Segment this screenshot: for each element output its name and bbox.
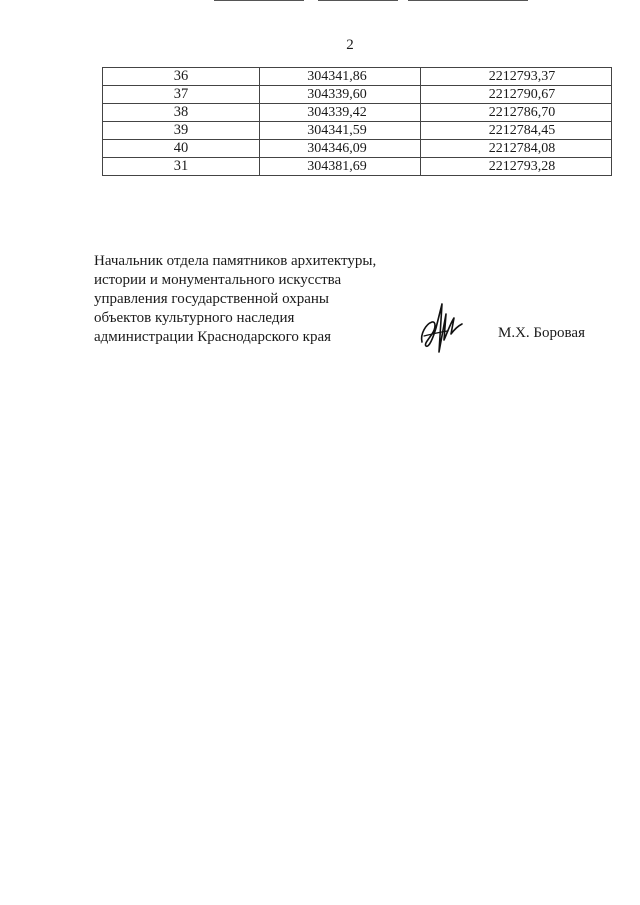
x-coordinate-cell: 304346,09: [260, 140, 421, 158]
handwritten-signature-icon: [418, 298, 468, 356]
page-number: 2: [346, 37, 354, 53]
table-row: [103, 86, 612, 104]
signatory-title-line: администрации Краснодарского края: [94, 329, 332, 345]
signatory-name: М.Х. Боровая: [498, 325, 585, 341]
signatory-title-line: управления государственной охраны: [94, 291, 329, 307]
signatory-title-line: истории и монументального искусства: [94, 272, 342, 288]
signatory-title-line: объектов культурного наследия: [94, 310, 295, 326]
point-number-cell: 40: [103, 140, 260, 158]
top-scan-rule: [318, 0, 398, 1]
table-row: [103, 140, 612, 158]
x-coordinate-cell: 304341,59: [260, 122, 421, 140]
y-coordinate-cell: 2212793,37: [421, 68, 612, 86]
y-coordinate-cell: 2212784,08: [421, 140, 612, 158]
signatory-title-block: [94, 252, 376, 347]
table-row: [103, 122, 612, 140]
table-row: [103, 158, 612, 176]
y-coordinate-cell: 2212786,70: [421, 104, 612, 122]
point-number-cell: 39: [103, 122, 260, 140]
table-row: [103, 68, 612, 86]
x-coordinate-cell: 304339,60: [260, 86, 421, 104]
y-coordinate-cell: 2212784,45: [421, 122, 612, 140]
point-number-cell: 38: [103, 104, 260, 122]
point-number-cell: 31: [103, 158, 260, 176]
x-coordinate-cell: 304381,69: [260, 158, 421, 176]
coordinates-table: [102, 67, 612, 176]
y-coordinate-cell: 2212793,28: [421, 158, 612, 176]
top-scan-rule: [408, 0, 528, 1]
signatory-title-line: Начальник отдела памятников архитектуры,: [94, 253, 377, 269]
table-row: [103, 104, 612, 122]
top-scan-rule: [214, 0, 304, 1]
x-coordinate-cell: 304339,42: [260, 104, 421, 122]
y-coordinate-cell: 2212790,67: [421, 86, 612, 104]
point-number-cell: 37: [103, 86, 260, 104]
point-number-cell: 36: [103, 68, 260, 86]
x-coordinate-cell: 304341,86: [260, 68, 421, 86]
